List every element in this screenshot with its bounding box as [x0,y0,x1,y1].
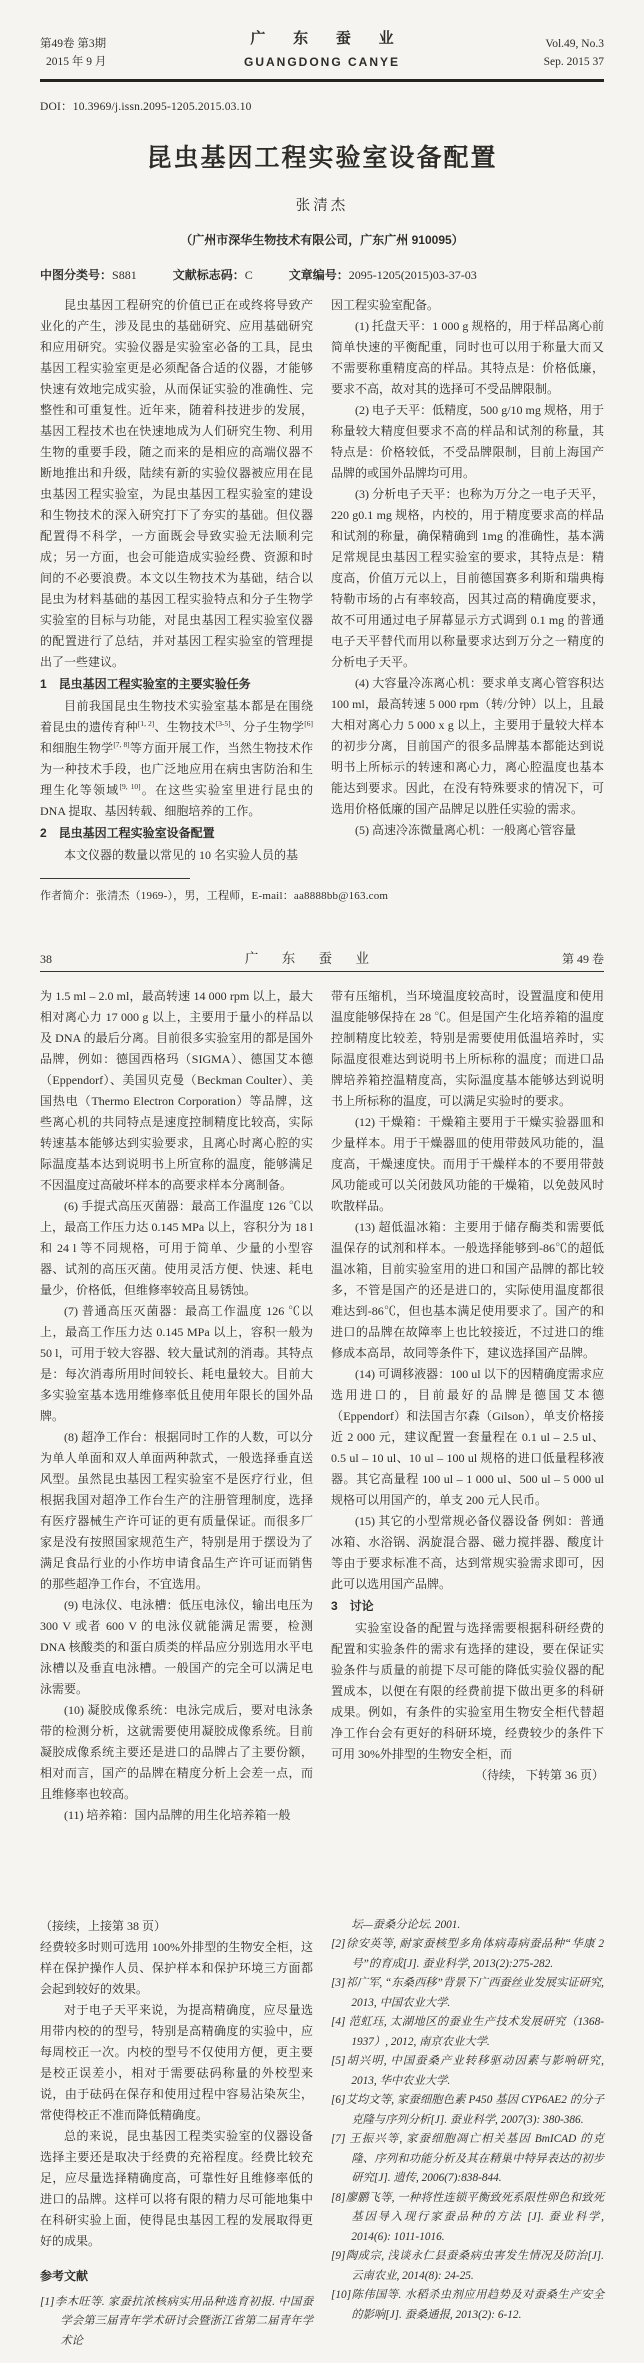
clc-value: S881 [112,267,137,282]
reference-item: [8]廖鹏飞等, 一种将性连锁平衡致死系限性卵色和致死基因导入现行家蚕品种的方法 [J]. 蚕业科学, 2014(6): 1011-1016. [331,2191,604,2243]
clc-label: 中图分类号： [40,267,113,282]
reference-item: [7] 王振兴等, 家蚕细胞凋亡相关基因 BmICAD 的克隆、序列和功能分析及其在精巢中特异表达的初步研究[J]. 遗传, 2006(7):838-844. [331,2133,604,2185]
paragraph: 昆虫基因工程研究的价值已正在或终将导致产业化的产生，涉及昆虫的基础研究、应用基础研究和应用研究。实验仪器是实验室必备的工具，昆虫基因工程实验室更是必须配备合适的仪器，才能够快速有效地完成实验，从而保证实验的准确性、完整性和可重复性。近年来，随着科技进步的发展，基因工程技术也在快速地成为人们研究生物、利用生物的重要手段，随之而来的是相应的高端仪器不断地推出和升级，陆续有新的实验仪器被应用在昆虫基因工程实验室，为昆虫基因工程实验室的建设和生物技术的深入研究打下了夯实的基础。但仪器配置得不科学，一方面既会导致实验无法顺利完成；另一方面，也会可能造成实验经费、资源和时间的不必要浪费。本文以生物技术为基础，结合以昆虫为材料基础的基因工程实验特点和分子生物学实验室的目标与功能，对昆虫基因工程实验室仪器的配置进行了总结，并对基因工程实验室的管理提出了一些建议。 [40,297,313,669]
running-journal-name: 广 东 蚕 业 [244,950,380,966]
citation-superscript: [9, 10] [119,781,141,791]
issue-info [40,36,160,72]
section-heading: 2 昆虫基因工程实验室设备配置 [40,825,215,840]
reference-item: [4] 范虹珏, 太湖地区的蚕业生产技术发展研究（1368-1937）, 2012, 南京农业大学. [331,2016,604,2048]
journal-header [40,28,604,72]
paragraph: (9) 电泳仪、电泳槽：低压电泳仪，输出电压为 300 V 或者 600 V 的电泳仪就能满足需要，检测 DNA 核酸类的和蛋白质类的样品应分别选用水平电泳槽以及垂直电泳槽。一般国产的完全可以满足电泳需要。 [40,1597,313,1696]
paragraph: 为 1.5 ml – 2.0 ml，最高转速 14 000 rpm 以上，最大相对离心力 17 000 g 以上，主要用于量小的样品以及 DNA 的最后分离。目前很多实验室用的都是国外品牌，例如：德国西格玛（SIGMA）、德国艾本德（Eppendorf）、美国贝克曼（Beckman Coulter）、美国热电（Thermo Electron Corporation）等品牌，这些离心机的共同特点是速度控制精度比较高，实际转速基本能够达到实验要求，且离心时离心腔的实际温度基本达到说明书上所宣称的温度，能够满足不因温度过高破坏样本的高要求样本分离制备。 [40,988,313,1192]
footnote-rule [40,878,190,879]
paragraph: (8) 超净工作台：根据同时工作的人数，可以分为单人单面和双人单面两种款式，一般选择垂直送风型。虽然昆虫基因工程实验室不是医疗行业，但根据我国对超净工作台生产的注册管理制度，选择有医疗器械生产许可证的更有质量保证。而很多厂家是没有按照国家规范生产，特别是用于摆设为了满足食品行业的小作坊申请食品生产许可证而销售的那些超净工作台，不宜选用。 [40,1429,313,1591]
paragraph: (10) 凝胶成像系统：电泳完成后，要对电泳条带的检测分析，这就需要使用凝胶成像系统。目前凝胶成像系统主要还是进口的品牌占了主要份额，相对而言，国产的品牌在精度分析上会差一点，而且维修率也较高。 [40,1702,313,1801]
left-column [40,1916,313,2352]
paragraph: (13) 超低温冰箱：主要用于储存酶类和需要低温保存的试剂和样本。一般选择能够到-86℃的超低温冰箱，目前实验室用的进口和国产品牌的都比较多，不管是国产的还是进口的，实际使用温度都很难达到-86℃，但也基本满足使用要求了。国产的和进口的品牌在故障率上也比较接近，不过进口的维修成本高昂，故同等条件下，建议选择国产品牌。 [331,1219,604,1360]
volume-issue: 第49卷 第3期 [40,38,107,51]
section-heading: 1 昆虫基因工程实验室的主要实验任务 [40,676,251,691]
journal-name [238,28,405,72]
issue-date: 2015 年 9 月 [46,56,107,69]
paragraph: (4) 大容量冷冻离心机：要求单支离心管容积达 100 ml，最高转速 5 000 rpm（转/分钟）以上，且最大相对离心力 5 000 x g 以上，主要用于量较大样本的初步分离，目前国产的很多品牌基本都能达到说明书上所标示的转速和离心力，离心腔温度也基本能达到要求。因此，在没有特殊要求的情况下，可选用价格低廉的国产品牌足以胜任实验的需求。 [331,675,604,816]
reference-item: [5]胡兴明, 中国蚕桑产业转移驱动因素与影响研究, 2013, 华中农业大学. [331,2055,604,2087]
reference-item: [6]艾均文等, 家蚕细胞色素 P450 基因 CYP6AE2 的分子克隆与序列分析[J]. 蚕业科学, 2007(3): 380-386. [331,2094,604,2126]
paragraph: (12) 干燥箱：干燥箱主要用于干燥实验器皿和少量样本。用于干燥器皿的使用带鼓风功能的，温度高，干燥速度快。而用于干燥样本的不要用带鼓风功能或可以关闭鼓风功能的干燥箱，以免鼓风时吹散样品。 [331,1114,604,1213]
running-head [40,947,604,967]
paragraph: 实验室设备的配置与选择需要根据科研经费的配置和实验条件的需求有选择的建设，要在保证实验条件与质量的前提下尽可能的降低实验仪器的配置成本，以便在有限的经费前提下做出更多的科研成果。例如，有条件的实验室用生物安全柜代替超净工作台会有更好的科研环境，经费较少的条件下可用 30%外排型的生物安全柜，而 [331,1620,604,1761]
journal-name-cn: 广 东 蚕 业 [250,31,406,47]
citation-superscript: [6] [304,718,313,728]
article-id-label: 文章编号： [288,267,349,282]
reference-item: [3]祁广军, “东桑西移”背景下广西蚕丝业发展实证研究, 2013, 中国农业大学. [331,1977,604,2009]
article-meta [40,266,604,283]
reference-item: [10]陈伟国等. 水稻杀虫剂应用趋势及对蚕桑生产安全的影响[J]. 蚕桑通报, 2013(2): 6-12. [331,2289,604,2321]
paragraph: (1) 托盘天平：1 000 g 规格的，用于样品离心前简单快速的平衡配重，同时也可以用于称量大而又不需要称重精度高的样品。其特点是：价格低廉，要求不高，故对其的选择可不受品牌限制。 [331,318,604,396]
doc-code-label: 文献标志码： [172,267,245,282]
author-name: 张清杰 [295,197,349,214]
document-code [173,266,253,283]
paragraph: 对于电子天平来说，为提高精确度，应尽量选用带内校的的型号，特别是高精确度的实验中，应每周校正一次。内校的型号不仅使用方便，更主要是校正误差小，相对于需要砝码称量的外校型来说，由于砝码在保存和使用过程中容易沾染灰尘，常使得校正不准而降低精确度。 [40,2002,313,2122]
volume-number-en: Vol.49, No.3 [545,38,604,51]
section-heading: 3 讨论 [331,1598,374,1613]
references-heading: 参考文献 [40,2268,89,2283]
two-column-body [40,295,604,866]
continuation-note: （待续， 下转第 36 页） [474,1767,604,1782]
paragraph: (5) 高速冷冻微量离心机：一般离心管容量 [355,822,576,837]
paragraph: (15) 其它的小型常规必备仪器设备 例如：普通冰箱、水浴锅、涡旋混合器、磁力搅拌器、酸度计等由于要求标准不高，达到常规实验需求即可，因此可以选用国产品牌。 [331,1513,604,1591]
article-id-value: 2095-1205(2015)03-37-03 [348,267,477,282]
paragraph: (3) 分析电子天平：也称为万分之一电子天平，220 g0.1 mg 规格，内校的，用于精度要求高的样品和试剂的称量，确保精确到 1mg 的准确性，基本满足常规昆虫基因工程实验室的要求，其特点是：精度高，价值万元以上，目前德国赛多利斯和瑞典梅特勒市场的占有率较高，因其过高的精确度要求，故不可用通过电子屏幕显示方式调到 0.1 mg 的普通电子天平替代而用以称量要求达到万分之一精度的分析电子天平。 [331,486,604,669]
reference-item: 坛—蚕桑分论坛. 2001. [351,1918,461,1931]
citation-superscript: [7, 8] [113,739,130,749]
paragraph: (2) 电子天平：低精度，500 g/10 mg 规格，用于称量较大精度但要求不高的样品和试剂的称量，其特点是：价格较低，不受品牌限制，目前上海国产品牌的或国外品牌均可用。 [331,402,604,480]
paragraph: 因工程实验室配备。 [331,297,440,312]
volume-info-en [484,36,604,72]
reference-item: [2]徐安英等, 耐家蚕核型多角体病毒病蚕品种“华康 2 号”的育成[J]. 蚕业科学, 2013(2):275-282. [331,1938,604,1970]
author-bio-footnote: 作者简介：张清杰（1969-），男，工程师，E-mail：aa8888bb@163.com [40,889,389,902]
issue-date-en: Sep. 2015 37 [543,56,604,69]
article-title: 昆虫基因工程实验室设备配置 [146,143,498,172]
doi-line: DOI：10.3969/j.issn.2095-1205.2015.03.10 [40,100,252,113]
paragraph: (14) 可调移液器：100 ul 以下的因精确度需求应选用进口的，目前最好的品牌是德国艾本德（Eppendorf）和法国吉尔森（Gilson），单支价格接近 2 000 元，建议配置一套量程在 0.1 ul – 2.5 ul、0.5 ul – 10 ul、10 ul – 100 ul 规格的进口低量程移液器。其它高量程 100 ul – 1 000 ul、500 ul – 5 000 ul 规格可以用国产的，单支 200 元人民币。 [331,1366,604,1507]
paragraph: 本文仪器的数量以常见的 10 名实验人员的基 [64,847,299,862]
journal-name-en: GUANGDONG CANYE [243,55,400,70]
paragraph: (7) 普通高压灭菌器：最高工作温度 126 ℃以上，最高工作压力达 0.145 MPa 以上，容积一般为 50 l，可用于较大容器、较大量试剂的消毒。其特点是：每次消毒所用时间较长、耗电量较大。目前大多实验室基本选用维修率低且使用年限长的国外品牌。 [40,1303,313,1423]
reference-item: [1]李木旺等. 家蚕抗浓核病实用品种选育初报. 中国蚕学会第三届青年学术研讨会暨浙江省第二届青年学术论 [40,2295,313,2347]
clc-number [40,266,137,283]
paragraph: 带有压缩机，当环境温度较高时，设置温度和使用温度能够保持在 28 ℃。但是国产生化培养箱的温度控制精度比较差，特别是需要使用低温培养时，实际温度很难达到说明书上所标称的温度；而进口品牌培养箱控温精度高，实际温度基本能够达到说明书上所标称的温度，可以满足实验时的要求。 [331,988,604,1108]
two-column-body [40,1916,604,2352]
running-volume: 第 49 卷 [561,951,604,966]
affiliation: （广州市深华生物技术有限公司，广东广州 910095） [180,232,464,247]
journal-page-38 [0,903,644,1826]
right-column [331,295,604,866]
right-column [331,986,604,1826]
journal-page-37 [0,0,644,903]
paragraph: 总的来说，昆虫基因工程类实验室的仪器设备选择主要还是取决于经费的充裕程度。经费比较充足，应尽量选择精确度高，可靠性好且维修率低的进口的品牌。这样可以将有限的精力尽可能地集中在科研实验上面，使得昆虫基因工程的发展取得更好的成果。 [40,2128,313,2248]
running-head-rule [40,971,604,972]
doc-code-value: C [244,267,253,282]
left-column [40,986,313,1826]
two-column-body [40,986,604,1826]
paragraph: (11) 培养箱：国内品牌的用生化培养箱一般 [64,1807,291,1822]
left-column [40,295,313,866]
page-number: 38 [40,951,52,966]
reference-item: [9]陶成宗, 浅谈永仁县蚕桑病虫害发生情况及防治[J]. 云南农业, 2014(8): 24-25. [331,2250,604,2282]
article-id [289,266,477,283]
journal-page-36-fragment [0,1826,644,2352]
paragraph: (6) 手提式高压灭菌器：最高工作温度 126 ℃以上，最高工作压力达 0.145 MPa 以上，容积分为 18 l 和 24 l 等不同规格，可用于简单、少量的小型容器、试剂的高压灭菌。使用灵活方便、快速、耗电量少，价格低，但维修率较高且易锈蚀。 [40,1198,313,1297]
paragraph: 目前我国昆虫生物技术实验室基本都是在围绕着昆虫的遗传育种[1, 2]、生物技术[3-5]、分子生物学[6]和细胞生物学[7, 8]等方面开展工作，当然生物技术作为一种技术手段，也广泛地应用在病虫害防治和生理生化等领域[9, 10]。在这些实验室里进行昆虫的 DNA 提取、基因转载、细胞培养的工作。 [40,698,313,818]
header-rule [40,79,604,82]
right-column-references [331,1916,604,2352]
paragraph: （接续，上接第 38 页） [40,1918,167,1933]
paragraph: 经费较多时则可选用 100%外排型的生物安全柜，这样在保护操作人员、保护样本和保护环境三方面都会起到较好的效果。 [40,1939,313,1996]
citation-superscript: [1, 2] [137,718,155,728]
citation-superscript: [3-5] [215,718,231,728]
